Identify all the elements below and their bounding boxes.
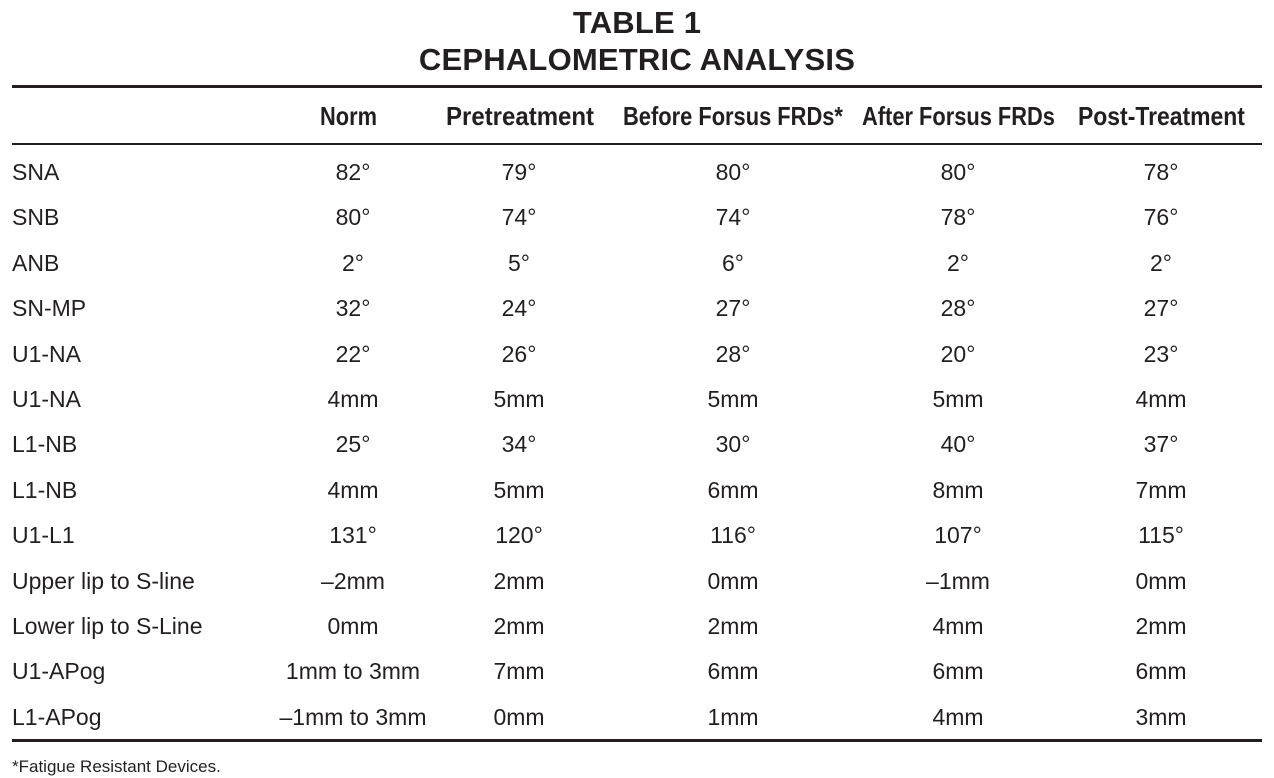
table-cell: 0mm: [707, 567, 759, 594]
table-cell: 34°: [501, 431, 537, 458]
table-cell: 22°: [335, 340, 371, 367]
table-cell: 116°: [710, 522, 756, 549]
table-row: [0, 468, 1274, 512]
table-cell: 8mm: [932, 476, 984, 503]
table-cell: 115°: [1138, 522, 1184, 549]
row-label: SN-MP: [12, 295, 87, 322]
column-header-pretreatment: Pretreatment: [446, 101, 595, 131]
table-cell: 80°: [940, 159, 976, 185]
table-cell: 78°: [1143, 159, 1179, 185]
row-label: SNB: [12, 204, 60, 231]
row-label: L1-NB: [12, 476, 78, 503]
row-label: U1-NA: [12, 386, 82, 412]
table-cell: 120°: [495, 522, 543, 549]
table-cell: 6mm: [1135, 658, 1187, 685]
table-cell: 4mm: [327, 386, 379, 412]
table-title: TABLE 1: [572, 5, 702, 40]
table-cell: 6mm: [707, 476, 759, 503]
table-row: [0, 286, 1274, 330]
table-cell: 5mm: [493, 476, 545, 503]
table-cell: 6mm: [707, 658, 759, 685]
table-cell: 27°: [1143, 295, 1179, 322]
row-label: Upper lip to S-line: [12, 567, 195, 594]
table-cell: 4mm: [932, 703, 984, 730]
row-label: Lower lip to S-Line: [12, 613, 203, 639]
table-cell: 5mm: [932, 386, 984, 412]
row-label: U1-APog: [12, 658, 106, 685]
table-cell: 74°: [715, 204, 751, 231]
table-cell: 27°: [715, 295, 751, 322]
table-cell: 4mm: [1135, 386, 1187, 412]
table-cell: 26°: [501, 340, 537, 367]
table-cell: 76°: [1143, 204, 1179, 231]
row-label: L1-APog: [12, 703, 102, 730]
table-cell: 37°: [1143, 431, 1179, 458]
table-row: [0, 241, 1274, 285]
table-cell: 4mm: [327, 476, 379, 503]
table-cell: 2°: [947, 249, 969, 276]
table-cell: 0mm: [1135, 567, 1187, 594]
table-cell: 32°: [335, 295, 371, 322]
table-cell: 28°: [940, 295, 976, 322]
column-header-after-forsus: After Forsus FRDs: [862, 101, 1055, 131]
table-cell: 2mm: [707, 613, 759, 639]
table-cell: 4mm: [932, 613, 984, 639]
table-cell: 30°: [715, 431, 751, 458]
table-cell: 6mm: [932, 658, 984, 685]
table-row: [0, 377, 1274, 421]
row-label: ANB: [12, 249, 60, 276]
table-row: [0, 150, 1274, 194]
row-label: U1-NA: [12, 340, 82, 367]
table-cell: 80°: [335, 204, 371, 231]
table-cell: 2mm: [493, 567, 545, 594]
row-label: L1-NB: [12, 431, 78, 458]
table-cell: 25°: [335, 431, 371, 458]
table-cell: 80°: [715, 159, 751, 185]
column-header-norm: Norm: [320, 101, 377, 131]
table-cell: –1mm: [926, 567, 990, 594]
table-cell: 2°: [342, 249, 364, 276]
table-row: [0, 559, 1274, 603]
table-cell: 1mm to 3mm: [285, 658, 421, 685]
table-cell: 1mm: [707, 703, 759, 730]
bottom-rule: [12, 739, 1262, 742]
table-cell: 0mm: [493, 703, 545, 730]
table-cell: 40°: [940, 431, 976, 458]
table-cell: 131°: [329, 522, 377, 549]
table-cell: 82°: [335, 159, 371, 185]
column-header-before-forsus: Before Forsus FRDs*: [623, 101, 843, 131]
row-label: SNA: [12, 159, 60, 185]
table-row: [0, 604, 1274, 648]
table-row: [0, 332, 1274, 376]
table-cell: –1mm to 3mm: [279, 703, 427, 730]
table-row: [0, 649, 1274, 693]
table-row: [0, 695, 1274, 739]
table-cell: 0mm: [327, 613, 379, 639]
table-cell: –2mm: [321, 567, 385, 594]
table-cell: 7mm: [493, 658, 545, 685]
table-cell: 2°: [1150, 249, 1172, 276]
table-cell: 28°: [715, 340, 751, 367]
table-row: [0, 513, 1274, 557]
table-cell: 3mm: [1135, 703, 1187, 730]
table-cell: 78°: [940, 204, 976, 231]
row-label: U1-L1: [12, 522, 75, 549]
table-cell: 2mm: [1135, 613, 1187, 639]
table-cell: 2mm: [493, 613, 545, 639]
table-cell: 20°: [940, 340, 976, 367]
table-cell: 23°: [1143, 340, 1179, 367]
table-cell: 107°: [934, 522, 982, 549]
table-row: [0, 195, 1274, 239]
table-cell: 5°: [508, 249, 530, 276]
table-cell: 6°: [722, 249, 744, 276]
top-rule: [12, 85, 1262, 88]
table-cell: 74°: [501, 204, 537, 231]
table-cell: 24°: [501, 295, 537, 322]
footnote: *Fatigue Resistant Devices.: [12, 757, 221, 776]
table-cell: 7mm: [1135, 476, 1187, 503]
header-rule: [12, 143, 1262, 145]
column-header-post-treatment: Post-Treatment: [1078, 101, 1245, 131]
table-subtitle: CEPHALOMETRIC ANALYSIS: [418, 42, 856, 77]
table-cell: 79°: [501, 159, 537, 185]
table-row: [0, 422, 1274, 466]
table-cell: 5mm: [707, 386, 759, 412]
table-cell: 5mm: [493, 386, 545, 412]
